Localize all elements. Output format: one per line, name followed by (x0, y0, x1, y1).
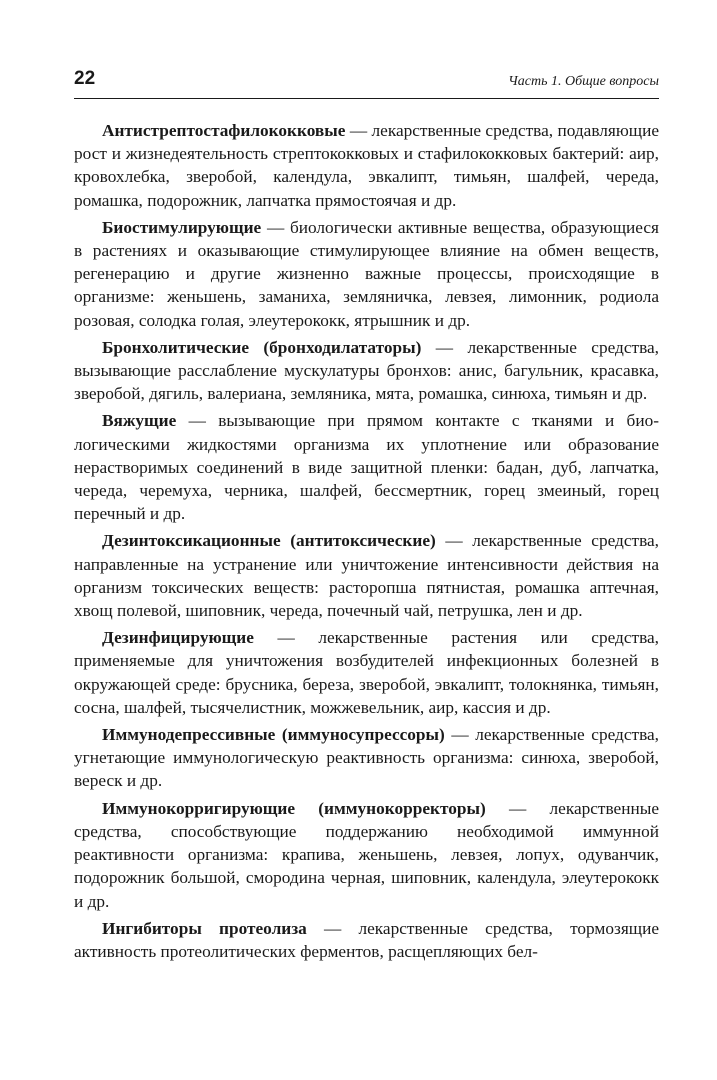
page-header (74, 66, 659, 99)
glossary-entry (74, 336, 659, 406)
entry-definition: — лекарственные средства, тормозящие активность протеолитических ферментов, расщепляющих бел- (74, 918, 659, 961)
entry-definition: — вызывающие при прямом контакте с тканями и биологическими жидкостями организма их уплотнение или образование нерастворимых соединений в виде защитной пленки: бадан, дуб, лапчатка, череда, черемуха, черника, шалфей, бессмертник, горец змеиный, горец перечный и др. (74, 411, 659, 524)
glossary-body (74, 119, 659, 967)
glossary-entry (74, 119, 659, 212)
entry-term: Иммунокорригирующие (иммунокорректоры) (102, 798, 486, 818)
entry-term: Бронхолитические (бронходилататоры) (102, 337, 422, 357)
entry-definition: — лекарственные средства, подавляющие рост и жизнедеятельность стрептококковых и стафилококковых бактерий: аир, кровохлебка, зверобой, календула, эвкалипт, тимьян, шалфей, череда, ромашка, подорожник, лапчатка прямостоячая и др. (74, 121, 659, 210)
entry-definition: — биологически активные вещества, образующиеся в растениях и оказывающие стимулирующее влияние на обмен веществ, регенерацию и другие жизненно важные процессы, происходящие в организме: женьшень, заманиха, земляничка, левзея, лимонник, родиола розовая, солодка голая, элеутерококк, ятрышник и др. (74, 217, 659, 330)
glossary-entry (74, 797, 659, 913)
glossary-entry (74, 216, 659, 332)
entry-term: Вяжущие (102, 411, 177, 431)
entry-term: Дезинтоксикационные (антитоксические) (102, 531, 436, 551)
entry-definition: — лекарственные средства, угнетающие иммунологическую реактивность организма: синюха, зверобой, вереск и др. (74, 725, 659, 791)
entry-term: Дезинфицирующие (102, 628, 254, 648)
running-head: Часть 1. Общие вопросы (508, 74, 659, 89)
entry-term: Иммунодепрессивные (иммуносупрессоры) (102, 725, 445, 745)
entry-term: Биостимулирующие (102, 217, 262, 237)
entry-definition: — лекарственные средства, направленные на устранение или уничтожение интенсивности действия на организм токсических веществ: расторопша пятнистая, ромашка аптечная, хвощ полевой, шиповник, череда, почечный чай, петрушка, лен и др. (74, 531, 659, 621)
glossary-entry (74, 626, 659, 719)
entry-definition: — лекарственные растения или средства, применяемые для уничтожения возбудителей инфекционных болезней в окружающей среде: брусника, береза, зверобой, эвкалипт, толокнянка, тимьян, сосна, шалфей, тысячелистник, можжевельник, аир, кассия и др. (74, 628, 659, 717)
glossary-entry (74, 409, 659, 525)
entry-definition: — лекарственные средства, вызывающие расслабление мускулатуры бронхов: анис, багульник, красавка, зверобой, дягиль, валериана, земляника, мята, ромашка, синюха, тимьян и др. (74, 337, 659, 404)
glossary-entry (74, 723, 659, 793)
entry-term: Ингибиторы протеолиза (102, 918, 307, 938)
glossary-entry (74, 529, 659, 622)
entry-definition: — лекарственные средства, способствующие поддержанию необходимой иммунной реактивности организма: крапива, женьшень, левзея, лопух, одуванчик, подорожник большой, смородина черная, шиповник, календула, элеутерококк и др. (74, 798, 659, 911)
page-number: 22 (74, 68, 96, 89)
glossary-entry (74, 917, 659, 963)
entry-term: Антистрептостафилококковые (102, 121, 346, 140)
